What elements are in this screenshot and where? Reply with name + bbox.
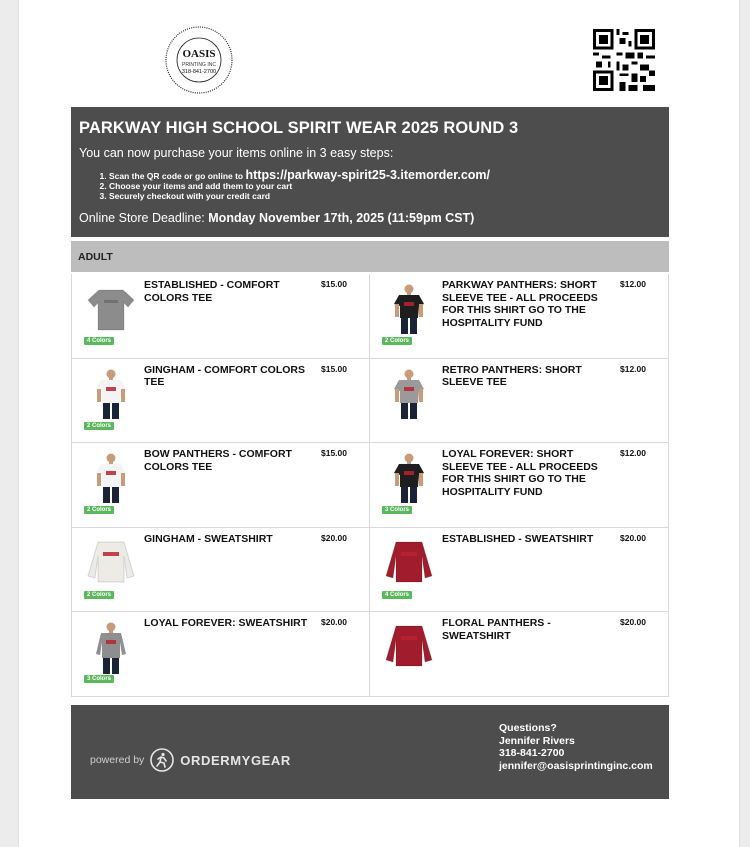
- product-image[interactable]: [380, 618, 438, 676]
- color-count-badge: 4 Colors: [84, 337, 114, 345]
- section-header-adult: ADULT: [71, 241, 669, 272]
- ordermygear-logo-icon: [150, 748, 174, 772]
- deadline: [79, 211, 661, 225]
- intro-text: You can now purchase your items online in 3 easy steps:: [79, 146, 394, 160]
- product-price: $12.00: [620, 279, 646, 289]
- product-price: $12.00: [620, 363, 646, 374]
- product-price: $20.00: [620, 617, 646, 627]
- oasis-logo: [164, 25, 234, 95]
- flyer-page: [19, 0, 739, 847]
- product-price: $20.00: [321, 532, 347, 543]
- product-name[interactable]: PARKWAY PANTHERS: SHORT SLEEVE TEE - ALL PROCEEDS FOR THIS SHIRT GO TO THE HOSPITALITY FUND: [442, 279, 598, 329]
- product-image[interactable]: [82, 534, 140, 592]
- product-price: $20.00: [321, 617, 347, 627]
- product-image[interactable]: [82, 618, 140, 676]
- product-card[interactable]: [71, 443, 370, 528]
- product-image[interactable]: [380, 280, 438, 338]
- color-count-badge: 2 Colors: [84, 422, 114, 430]
- product-image[interactable]: [82, 280, 140, 338]
- product-card[interactable]: [370, 612, 669, 697]
- footer: [71, 705, 669, 799]
- product-price: $12.00: [620, 448, 646, 458]
- product-image[interactable]: [82, 365, 140, 423]
- color-count-badge: 3 Colors: [382, 506, 412, 514]
- deadline-value: Monday November 17th, 2025 (11:59pm CST): [208, 211, 475, 225]
- product-card[interactable]: [370, 443, 669, 528]
- product-name[interactable]: GINGHAM - SWEATSHIRT: [144, 532, 273, 545]
- product-image[interactable]: [380, 449, 438, 507]
- contact-name: Jennifer Rivers: [499, 734, 575, 747]
- contact-phone[interactable]: 318-841-2700: [499, 747, 565, 759]
- product-name[interactable]: GINGHAM - COMFORT COLORS TEE: [144, 363, 305, 388]
- qr-code: [593, 29, 655, 91]
- deadline-label: Online Store Deadline:: [79, 211, 205, 225]
- step-2: 2. Choose your items and add them to your cart: [109, 181, 661, 191]
- color-count-badge: 4 Colors: [382, 591, 412, 599]
- product-price: $20.00: [620, 532, 646, 543]
- product-card[interactable]: [370, 359, 669, 444]
- product-name[interactable]: FLORAL PANTHERS - SWEATSHIRT: [442, 617, 551, 642]
- product-image[interactable]: [380, 534, 438, 592]
- store-info-header: [71, 107, 669, 237]
- step-1-text: Scan the QR code or go online to: [109, 171, 244, 181]
- contact-email[interactable]: jennifer@oasisprintinginc.com: [499, 759, 653, 772]
- step-3: 3. Securely checkout with your credit card: [109, 191, 661, 201]
- product-price: $15.00: [321, 363, 347, 374]
- product-card[interactable]: [71, 528, 370, 613]
- step-1: [109, 170, 661, 181]
- svg-text:OASIS: OASIS: [182, 48, 216, 60]
- product-name[interactable]: LOYAL FOREVER: SWEATSHIRT: [144, 617, 308, 629]
- product-card[interactable]: [71, 274, 370, 359]
- powered-by[interactable]: [90, 748, 291, 772]
- product-card[interactable]: [71, 359, 370, 444]
- powered-by-label: powered by: [90, 754, 145, 766]
- product-name[interactable]: LOYAL FOREVER: SHORT SLEEVE TEE - ALL PROCEEDS FOR THIS SHIRT GO TO THE HOSPITALITY FUND: [442, 448, 598, 498]
- ordermygear-brand: ORDERMYGEAR: [180, 752, 291, 768]
- color-count-badge: 2 Colors: [382, 337, 412, 345]
- product-card[interactable]: [370, 274, 669, 359]
- product-name[interactable]: ESTABLISHED - COMFORT COLORS TEE: [144, 279, 280, 304]
- contact-info: [499, 722, 653, 772]
- svg-text:318-841-2700: 318-841-2700: [181, 69, 217, 75]
- product-name[interactable]: BOW PANTHERS - COMFORT COLORS TEE: [144, 448, 292, 473]
- product-price: $15.00: [321, 279, 347, 289]
- page-title: PARKWAY HIGH SCHOOL SPIRIT WEAR 2025 ROUND 3: [79, 119, 519, 137]
- product-card[interactable]: [370, 528, 669, 613]
- product-image[interactable]: [82, 449, 140, 507]
- questions-label: Questions?: [499, 722, 557, 734]
- product-card[interactable]: [71, 612, 370, 697]
- product-name[interactable]: ESTABLISHED - SWEATSHIRT: [442, 532, 594, 545]
- store-url-link[interactable]: https://parkway-spirit25-3.itemorder.com/: [245, 168, 491, 182]
- product-price: $15.00: [321, 448, 347, 458]
- product-image[interactable]: [380, 365, 438, 423]
- color-count-badge: 3 Colors: [84, 675, 114, 683]
- product-name[interactable]: RETRO PANTHERS: SHORT SLEEVE TEE: [442, 363, 582, 388]
- svg-text:PRINTING INC: PRINTING INC: [182, 62, 216, 68]
- steps-list: [79, 170, 661, 201]
- color-count-badge: 2 Colors: [84, 506, 114, 514]
- product-grid: [71, 274, 669, 697]
- color-count-badge: 2 Colors: [84, 591, 114, 599]
